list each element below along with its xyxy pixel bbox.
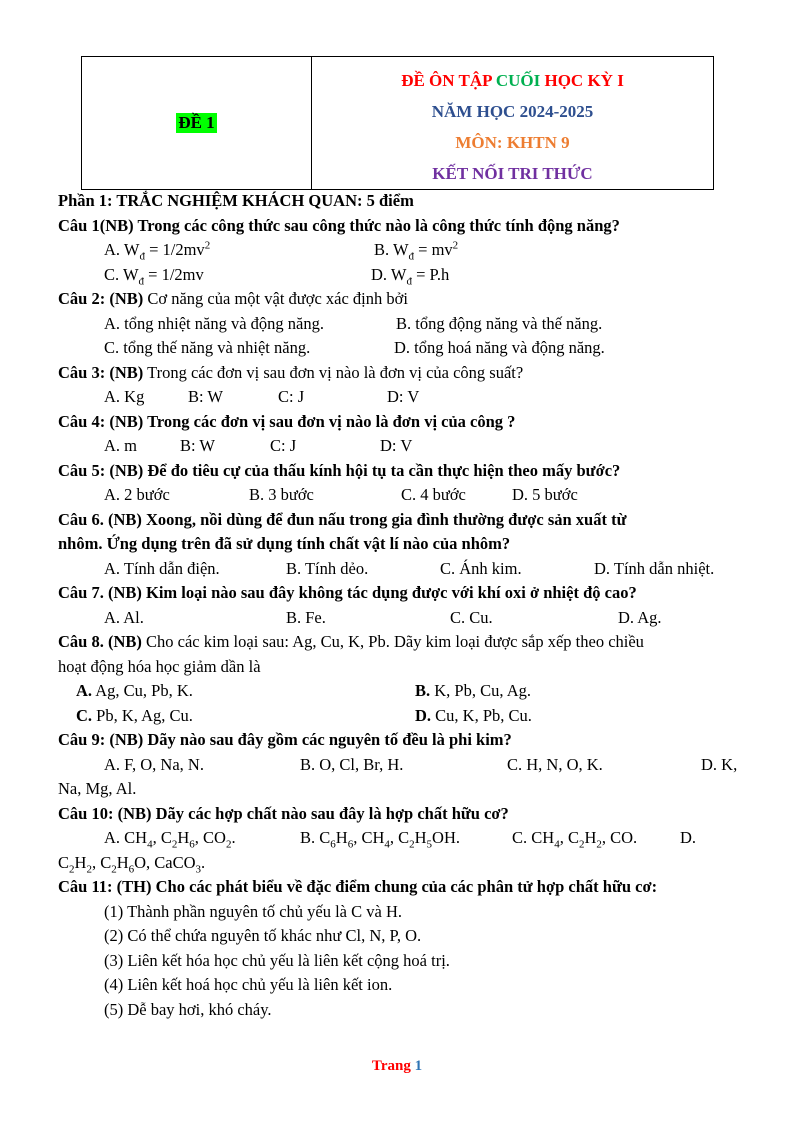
q1-option-c: C. $W_đ = 1/2mv$ (104, 264, 204, 287)
q6-option-d: D. Tính dẫn nhiệt. (594, 558, 715, 578)
question-6-stem-line1: Câu 6. (NB) Xoong, nồi dùng để đun nấu trong gia đình thường được sản xuất từ (58, 509, 627, 529)
q7-option-a: A. Al. (104, 607, 144, 627)
question-2-options-row2 (58, 336, 742, 361)
question-1-stem: Câu 1(NB) Trong các công thức sau công thức nào là công thức tính động năng? (58, 215, 620, 235)
question-10-stem: Câu 10: (NB) Dãy các hợp chất nào sau đây là hợp chất hữu cơ? (58, 803, 509, 823)
q10-option-d-label: D. (680, 828, 697, 847)
q7-option-c: C. Cu. (450, 607, 493, 627)
q1-option-d: D. $W_đ = P.h$ (371, 264, 450, 287)
q2-option-a: A. tổng nhiệt năng và động năng. (104, 313, 324, 333)
q9-option-b: B. O, Cl, Br, H. (300, 754, 404, 774)
q9-option-d: D. K, (701, 754, 738, 774)
question-6-options (58, 557, 742, 582)
q3-option-d: D: V (387, 387, 420, 406)
exam-header-table (81, 56, 714, 190)
question-1-options-row2 (58, 263, 742, 288)
q6-option-a: A. Tính dẫn điện. (104, 558, 220, 578)
page-number: 1 (414, 1058, 423, 1074)
q4-option-c: C: J (270, 436, 297, 455)
question-2-options-row1 (58, 312, 742, 337)
q2-option-c: C. tổng thế năng và nhiệt năng. (104, 338, 311, 357)
textbook-series: KẾT NỐI TRI THỨC (432, 164, 593, 183)
q8-option-c: C. Pb, K, Ag, Cu. (76, 705, 193, 725)
q8-option-a: A. Ag, Cu, Pb, K. (76, 681, 193, 700)
question-7-options (58, 606, 742, 631)
title-part2: CUỐI (495, 71, 541, 90)
question-4-stem: Câu 4: (NB) Trong các đơn vị sau đơn vị nào là đơn vị của công ? (58, 411, 516, 431)
q3-option-c: C: J (278, 387, 305, 406)
q5-option-c: C. 4 bước (401, 485, 466, 504)
q5-option-a: A. 2 bước (104, 485, 170, 504)
question-7-stem: Câu 7. (NB) Kim loại nào sau đây không tác dụng được với khí oxi ở nhiệt độ cao? (58, 583, 637, 602)
q9-option-d-continued: Na, Mg, Al. (58, 779, 137, 798)
q4-option-b: B: W (180, 436, 215, 455)
question-9-stem: Câu 9: (NB) Dãy nào sau đây gồm các nguyên tố đều là phi kim? (58, 730, 512, 749)
q11-statement-2: (2) Có thể chứa nguyên tố khác như Cl, N, P, O. (104, 926, 422, 945)
q3-option-a: A. Kg (104, 387, 145, 406)
title-part1: ĐỀ ÔN TẬP (401, 71, 496, 90)
q2-option-b: B. tổng động năng và thế năng. (396, 313, 603, 333)
q3-option-b: B: W (188, 387, 223, 406)
q7-option-b: B. Fe. (286, 607, 326, 627)
q9-option-c: C. H, N, O, K. (507, 754, 603, 774)
q6-option-c: C. Ánh kim. (440, 558, 522, 578)
question-1-options-row1 (58, 238, 742, 263)
q10-option-a: A. $CH_4$, $C_2H_6$, $CO_2$. (104, 828, 236, 851)
q5-option-b: B. 3 bước (249, 485, 314, 504)
q1-option-b: B. $W_đ = mv^2$ (374, 239, 459, 263)
q11-statement-3: (3) Liên kết hóa học chủ yếu là liên kết cộng hoá trị. (104, 950, 450, 970)
question-9-options (58, 753, 742, 778)
question-6-stem-line2: nhôm. Ứng dụng trên đã sử dụng tính chất vật lí nào của nhôm? (58, 534, 511, 553)
subject: MÔN: KHTN 9 (455, 133, 570, 152)
question-3-options (58, 385, 742, 410)
question-5-options (58, 483, 742, 508)
q4-option-a: A. m (104, 436, 137, 455)
question-8-options-row2 (58, 704, 742, 729)
page-footer (0, 1058, 794, 1075)
question-10-options (58, 826, 742, 851)
q2-option-d: D. tổng hoá năng và động năng. (394, 338, 605, 357)
exam-code-label: ĐỀ 1 (178, 113, 215, 132)
question-5-stem: Câu 5: (NB) Để đo tiêu cự của thấu kính hội tụ ta cần thực hiện theo mấy bước? (58, 460, 621, 480)
page-label: Trang (371, 1058, 415, 1074)
question-2-stem: Câu 2: (NB) Cơ năng của một vật được xác định bởi (58, 289, 408, 308)
q10-option-c: C. $CH_4$, $C_2H_2$, CO. (512, 828, 638, 851)
q5-option-d: D. 5 bước (512, 485, 578, 504)
q9-option-a: A. F, O, Na, N. (104, 754, 204, 774)
q10-option-d-continued: $C_2H_2$, $C_2H_6O$, CaCO$_3$. (58, 852, 206, 875)
q1-option-a: A. $W_đ = 1/2mv^2$ (104, 239, 211, 263)
question-11-stem: Câu 11: (TH) Cho các phát biểu về đặc điểm chung của các phân tử hợp chất hữu cơ: (58, 877, 658, 896)
q7-option-d: D. Ag. (618, 607, 662, 627)
q11-statement-4: (4) Liên kết hoá học chủ yếu là liên kết ion. (104, 975, 393, 994)
q11-statement-1: (1) Thành phần nguyên tố chủ yếu là C và H. (104, 901, 402, 921)
q10-option-b: B. $C_6H_6$, $CH_4$, $C_2H_5OH$. (300, 828, 461, 851)
question-3-stem: Câu 3: (NB) Trong các đơn vị sau đơn vị nào là đơn vị của công suất? (58, 362, 524, 382)
exam-title-cell (312, 57, 713, 189)
q4-option-d: D: V (380, 436, 413, 455)
question-8-stem-line1: Câu 8. (NB) Cho các kim loại sau: Ag, Cu, K, Pb. Dãy kim loại được sắp xếp theo chiều (58, 632, 644, 651)
q8-option-d: D. Cu, K, Pb, Cu. (415, 705, 532, 725)
exam-content (58, 189, 742, 1022)
q11-statement-5: (5) Dễ bay hơi, khó cháy. (104, 999, 272, 1019)
question-8-options-row1 (58, 679, 742, 704)
question-8-stem-line2: hoạt động hóa học giảm dần là (58, 656, 261, 676)
q6-option-b: B. Tính dẻo. (286, 558, 369, 578)
exam-code-cell (82, 57, 312, 189)
school-year: NĂM HỌC 2024-2025 (431, 102, 594, 121)
question-4-options (58, 434, 742, 459)
section-heading: Phần 1: TRẮC NGHIỆM KHÁCH QUAN: 5 điểm (58, 191, 414, 210)
q8-option-b: B. K, Pb, Cu, Ag. (415, 681, 531, 700)
title-part3: HỌC KỲ I (540, 71, 624, 90)
exam-title-line1 (401, 65, 624, 96)
